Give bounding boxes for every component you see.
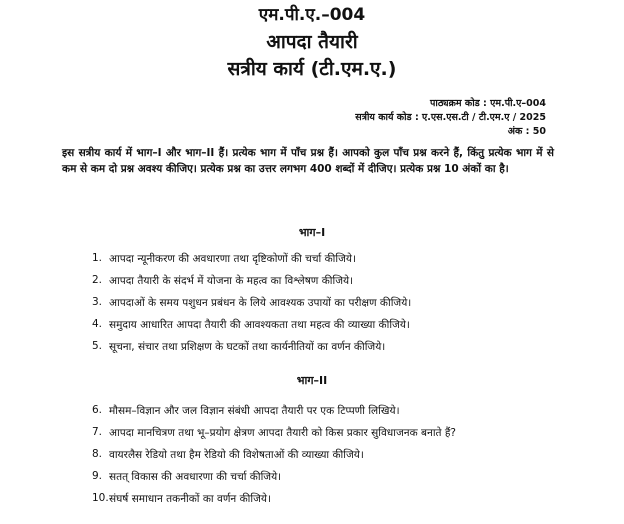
question-text: आपदा मानचित्रण तथा भू–प्रयोग क्षेत्रण आपदा तैयारी को किस प्रकार सुविधाजनक बनाते हैं? (109, 427, 457, 439)
assignment-title: सत्रीय कार्य (टी.एम.ए.) (227, 58, 397, 80)
course-code-title: एम.पी.ए.–004 (258, 5, 366, 25)
instructions-paragraph: इस सत्रीय कार्य में भाग–I और भाग–II हैं। प्रत्येक भाग में पाँच प्रश्न हैं। आपको कुल पाँच प्रश्न करने हैं, किंतु प्रत्येक भाग में से कम से कम दो प्रश्न अवश्य कीजिए। प्रत्येक प्रश्न का उत्तर लगभग 400 शब्दों में दीजिए। प्रत्येक प्रश्न 10 अंकों का है। (62, 147, 554, 175)
section-2-title: भाग–II (296, 374, 328, 387)
question-text: आपदा न्यूनीकरण की अवधारणा तथा दृष्टिकोणों की चर्चा कीजिये। (109, 253, 356, 265)
question-item (92, 470, 281, 484)
question-item (92, 492, 271, 506)
question-text: आपदाओं के समय पशुधन प्रबंधन के लिये आवश्यक उपायों का परीक्षण कीजिये। (109, 297, 412, 309)
marks-line: अंक : 50 (507, 126, 546, 137)
assignment-code-line: सत्रीय कार्य कोड : ए.एस.एस.टी / टी.एम.ए / 2025 (355, 112, 546, 123)
question-number: 1. (92, 252, 103, 264)
question-number: 10. (92, 492, 109, 504)
question-item (92, 404, 400, 418)
question-number: 4. (92, 318, 103, 330)
question-number: 9. (92, 470, 103, 482)
question-item (92, 340, 385, 354)
question-text: सूचना, संचार तथा प्रशिक्षण के घटकों तथा कार्यनीतियों का वर्णन कीजिये। (109, 341, 386, 353)
question-text: आपदा तैयारी के संदर्भ में योजना के महत्व का विश्लेषण कीजिये। (109, 275, 354, 287)
question-text: संघर्ष समाधान तकनीकों का वर्णन कीजिये। (109, 493, 271, 505)
question-number: 5. (92, 340, 103, 352)
question-text: समुदाय आधारित आपदा तैयारी की आवश्यकता तथा महत्व की व्याख्या कीजिये। (109, 319, 410, 331)
question-item (92, 296, 411, 310)
question-number: 3. (92, 296, 103, 308)
question-item (92, 318, 410, 332)
question-number: 6. (92, 404, 103, 416)
question-text: सतत् विकास की अवधारणा की चर्चा कीजिये। (109, 471, 282, 483)
question-item (92, 448, 364, 462)
question-item (92, 426, 456, 440)
question-number: 2. (92, 274, 103, 286)
question-item (92, 274, 353, 288)
question-number: 8. (92, 448, 103, 460)
course-code-line: पाठ्यक्रम कोड : एम.पी.ए–004 (430, 98, 546, 109)
section-1-title: भाग–I (298, 226, 326, 239)
course-name-title: आपदा तैयारी (266, 31, 358, 53)
question-text: मौसम–विज्ञान और जल विज्ञान संबंधी आपदा तैयारी पर एक टिप्पणी लिखिये। (109, 405, 400, 417)
question-text: वायरलैस रेडियो तथा हैम रेडियो की विशेषताओं की व्याख्या कीजिये। (109, 449, 364, 461)
question-number: 7. (92, 426, 103, 438)
question-item (92, 252, 356, 266)
